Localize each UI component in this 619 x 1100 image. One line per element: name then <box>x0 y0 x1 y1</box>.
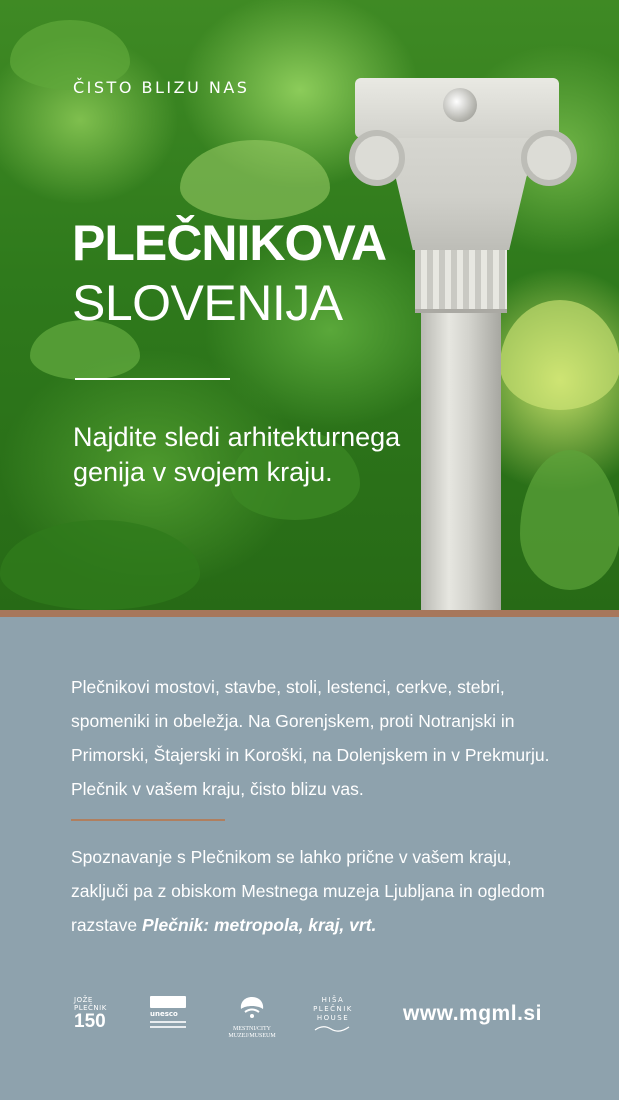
column-band <box>415 246 507 313</box>
divider <box>75 378 230 380</box>
unesco-logo <box>150 996 190 1028</box>
column-volute <box>349 130 405 186</box>
logo-text: JOŽE <box>74 996 93 1004</box>
mgml-logo <box>224 994 280 1040</box>
paragraph-2-text: Spoznavanje s Plečnikom se lahko prične v vašem kraju, zaključi pa z obiskom Mestnega muzeja Ljubljana in ogledom razstave <box>71 847 545 935</box>
foliage <box>0 520 200 610</box>
logo-bar <box>0 990 619 1050</box>
museum-emblem-icon <box>237 994 267 1020</box>
logo-text: PLEČNIK <box>74 1004 107 1012</box>
hisa-plecnik-logo <box>310 996 356 1036</box>
logo-text: HIŠA <box>321 996 345 1004</box>
kicker: ČISTO BLIZU NAS <box>73 78 250 97</box>
stone-column <box>355 78 565 612</box>
logo-number: 150 <box>74 1011 106 1032</box>
paragraph-2 <box>71 840 571 942</box>
accent-strip <box>0 610 619 617</box>
paragraph-1: Plečnikovi mostovi, stavbe, stoli, lestenci, cerkve, stebri, spomeniki in obeležja. Na Gorenjskem, proti Notranjski in Primorski, Štajerski in Koroški, na Dolenjskem in v Prekmurju. Plečnik v vašem kraju, čisto blizu vas. <box>71 677 550 799</box>
column-rosette <box>443 88 477 122</box>
title-line-2: SLOVENIJA <box>72 275 343 331</box>
plecnik-150-logo <box>74 996 120 1032</box>
logo-text: unesco <box>150 1010 178 1018</box>
column-shaft <box>421 304 501 612</box>
logo-line <box>150 1021 186 1023</box>
title-line-1: PLEČNIKOVA <box>72 215 387 271</box>
foliage <box>180 140 330 220</box>
column-volute <box>521 130 577 186</box>
exhibition-title: Plečnik: metropola, kraj, vrt. <box>142 915 377 935</box>
logo-text: HOUSE <box>316 1014 350 1022</box>
signature-icon <box>313 1023 353 1033</box>
temple-icon <box>150 996 186 1008</box>
website-link[interactable]: www.mgml.si <box>403 1002 542 1025</box>
logo-line <box>150 1026 186 1028</box>
tagline: Najdite sledi arhitekturnega genija v svojem kraju. <box>73 422 401 487</box>
logo-text: MESTNI/CITY MUZEJ/MUSEUM <box>228 1026 276 1039</box>
divider <box>71 819 225 821</box>
logo-text: PLEČNIK <box>313 1005 353 1013</box>
